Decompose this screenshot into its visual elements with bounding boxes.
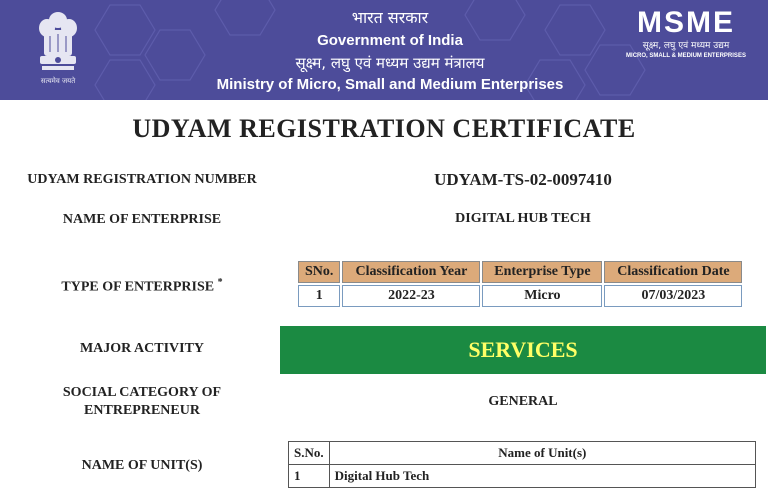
government-of-india-text: Government of India xyxy=(317,32,463,49)
enterprise-name-value: DIGITAL HUB TECH xyxy=(455,211,591,226)
government-heading xyxy=(190,6,590,96)
ministry-name-text: Ministry of Micro, Small and Medium Enterprises xyxy=(216,76,564,93)
msme-logo-hindi: सूक्ष्म, लघु एवं मध्यम उद्यम xyxy=(642,41,730,51)
table-cell: 1 xyxy=(298,285,340,307)
table-cell: 07/03/2023 xyxy=(604,285,742,307)
emblem-caption: सत्यमेव जयते xyxy=(40,77,76,85)
column-header: SNo. xyxy=(298,261,340,283)
column-header: Enterprise Type xyxy=(482,261,602,283)
hindi-ministry-text: सूक्ष्म, लघु एवं मध्यम उद्यम मंत्रालय xyxy=(295,54,485,72)
table-cell: 2022-23 xyxy=(342,285,480,307)
social-category-label-line1: SOCIAL CATEGORY OF xyxy=(62,385,222,400)
msme-logo xyxy=(624,8,748,64)
social-category-label xyxy=(14,384,270,420)
enterprise-classification-table xyxy=(296,259,744,309)
msme-logo-english: MICRO, SMALL & MEDIUM ENTERPRISES xyxy=(626,53,746,59)
table-cell: 1 xyxy=(289,465,330,488)
column-header: Classification Date xyxy=(604,261,742,283)
enterprise-type-label-text: TYPE OF ENTERPRISE xyxy=(61,279,215,295)
table-header-row xyxy=(298,261,742,283)
registration-number-label: UDYAM REGISTRATION NUMBER xyxy=(27,172,257,187)
table-cell: Digital Hub Tech xyxy=(329,465,755,488)
enterprise-type-marker: * xyxy=(217,277,223,288)
header-banner xyxy=(0,0,768,100)
major-activity-label: MAJOR ACTIVITY xyxy=(79,341,205,356)
table-header-row xyxy=(289,442,756,465)
enterprise-type-label xyxy=(14,277,270,296)
major-activity-value: SERVICES xyxy=(280,326,766,374)
hindi-government-text: भारत सरकार xyxy=(351,8,429,27)
column-header: Classification Year xyxy=(342,261,480,283)
table-row xyxy=(289,465,756,488)
table-row xyxy=(298,285,742,307)
national-emblem-icon xyxy=(30,8,86,92)
units-label: NAME OF UNIT(S) xyxy=(81,458,203,473)
column-header: Name of Unit(s) xyxy=(329,442,755,465)
column-header: S.No. xyxy=(289,442,330,465)
enterprise-name-label: NAME OF ENTERPRISE xyxy=(62,212,222,227)
table-cell: Micro xyxy=(482,285,602,307)
social-category-label-line2: ENTREPRENEUR xyxy=(84,403,200,418)
certificate-title: UDYAM REGISTRATION CERTIFICATE xyxy=(132,114,636,143)
registration-number-value: UDYAM-TS-02-0097410 xyxy=(434,170,612,189)
social-category-value: GENERAL xyxy=(488,394,558,409)
units-table xyxy=(288,441,756,488)
msme-logo-word: MSME xyxy=(637,6,735,39)
